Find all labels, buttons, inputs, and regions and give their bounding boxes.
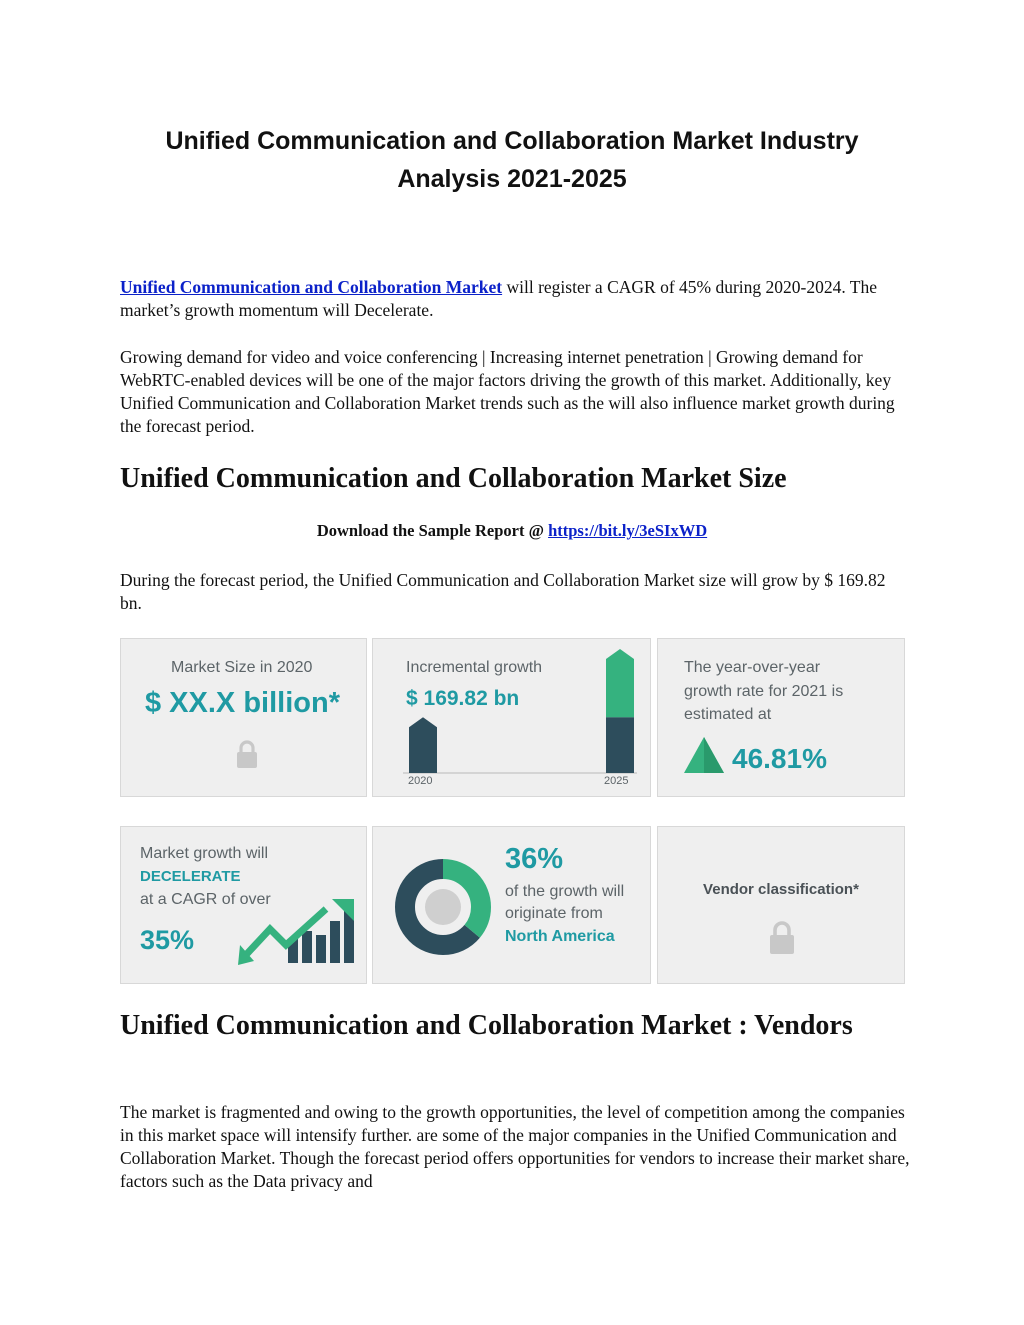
- incremental-growth-value: $ 169.82 bn: [406, 687, 520, 710]
- lock-icon: [235, 739, 259, 769]
- yoy-label-line2: growth rate for 2021 is: [684, 683, 844, 700]
- incremental-growth-label: Incremental growth: [406, 659, 543, 676]
- cagr-line3: at a CAGR of over: [140, 891, 271, 908]
- triangle-up-icon: [684, 737, 724, 773]
- bar-end-label: 2025: [604, 775, 629, 787]
- region-line2: originate from: [505, 905, 603, 922]
- market-size-card: [120, 638, 367, 797]
- bar-2025-base: [606, 717, 634, 773]
- region-share-value: 36%: [505, 843, 564, 875]
- bar-2020: [409, 717, 437, 773]
- market-size-value: $ XX.X billion*: [145, 687, 340, 719]
- yoy-label-line1: The year-over-year: [684, 659, 821, 676]
- sample-report-link[interactable]: https://bit.ly/3eSIxWD: [548, 521, 708, 540]
- intro-paragraph: [120, 276, 910, 322]
- page-title: Unified Communication and Collaboration Market Industry Analysis 2021-2025: [165, 127, 859, 193]
- cagr-line1: Market growth will: [140, 845, 269, 862]
- yoy-label-line3: estimated at: [684, 706, 772, 723]
- market-size-label: Market Size in 2020: [171, 659, 313, 676]
- region-line1: of the growth will: [505, 883, 625, 900]
- incremental-growth-card: [372, 638, 651, 797]
- growth-arrow-icon: [236, 895, 358, 967]
- size-paragraph: During the forecast period, the Unified Communication and Collaboration Market size will grow by $ 169.82 bn.: [120, 570, 886, 613]
- download-line: [120, 521, 904, 541]
- cagr-card: [120, 826, 367, 984]
- download-label: Download the Sample Report @: [316, 521, 549, 540]
- market-link[interactable]: Unified Communication and Collaboration Market: [120, 277, 503, 297]
- vendor-classification-label: Vendor classification*: [703, 881, 859, 898]
- cagr-value: 35%: [140, 925, 195, 955]
- growth-bar-chart: [373, 639, 650, 796]
- region-donut-chart: [395, 859, 491, 955]
- bar-start-label: 2020: [408, 775, 433, 787]
- lock-icon: [767, 919, 797, 955]
- drivers-paragraph: Growing demand for video and voice conferencing | Increasing internet penetration | Growing demand for WebRTC-enabled devices will be one of the major factors driving the growth of this market. Additionally, key Unified Communication and Collaboration Market trends such as the will also influence market growth during the forecast period.: [120, 347, 895, 436]
- bar-2025-growth: [606, 649, 634, 717]
- donut-center: [425, 889, 461, 925]
- vendors-paragraph: The market is fragmented and owing to the growth opportunities, the level of competition among the companies in this market space will intensify further. are some of the major companies in the Unified Communication and Collaboration Market. Though the forecast period offers opportunities for vendors to increase their market share, factors such as the Data privacy and: [120, 1102, 910, 1191]
- region-share-card: [372, 826, 651, 984]
- vendor-classification-card: [657, 826, 905, 984]
- vendors-heading: Unified Communication and Collaboration Market : Vendors: [120, 1010, 853, 1041]
- cagr-line2: DECELERATE: [140, 868, 241, 885]
- intro-text: will register a CAGR of 45% during 2020-2024. The market’s growth momentum will Decelerate.: [120, 277, 878, 320]
- market-size-heading: Unified Communication and Collaboration Market Size: [120, 463, 787, 494]
- yoy-growth-card: [657, 638, 905, 797]
- yoy-growth-value: 46.81%: [732, 743, 827, 774]
- region-name: North America: [505, 928, 615, 945]
